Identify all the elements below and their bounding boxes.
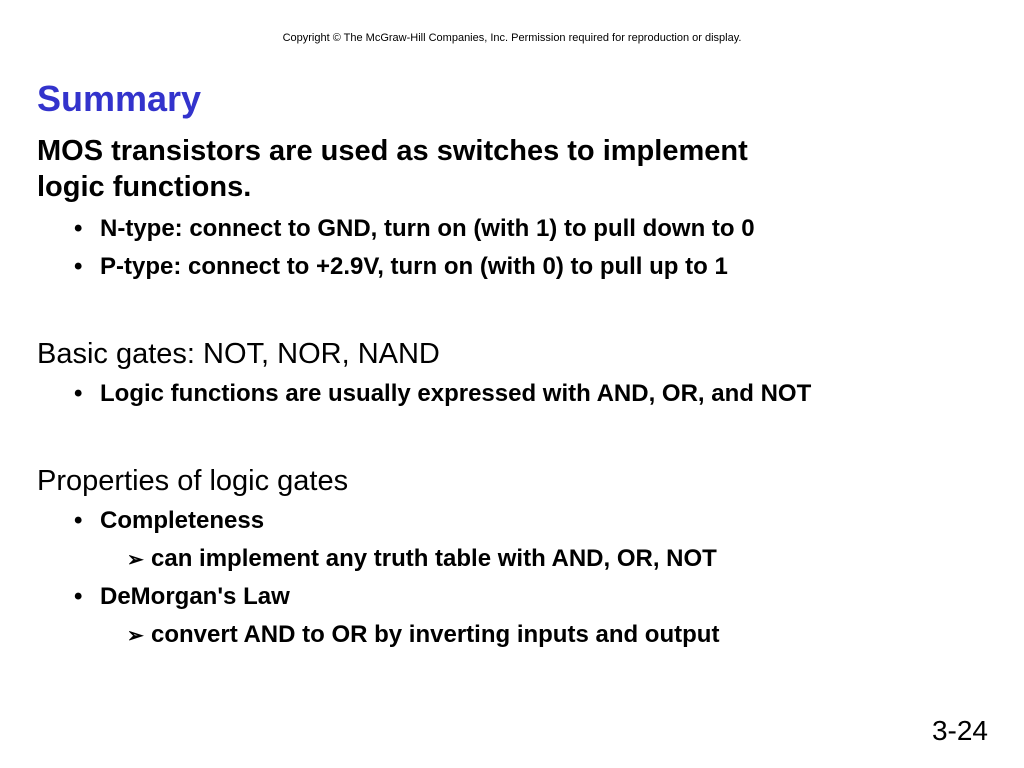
sub-bullet-demorgan	[127, 620, 719, 651]
bullet-dot-icon: •	[74, 507, 83, 534]
sub-bullet-completeness-text: can implement any truth table with AND, OR, NOT	[151, 545, 717, 572]
bullet-logic-functions	[74, 379, 811, 409]
arrowhead-bullet-icon: ➢	[127, 549, 144, 571]
bullet-completeness	[74, 506, 264, 536]
bullet-n-type-text: N-type: connect to GND, turn on (with 1) to pull down to 0	[100, 215, 755, 242]
bullet-n-type	[74, 214, 755, 244]
bullet-dot-icon: •	[74, 583, 83, 610]
heading-mos-transistors-line-1: MOS transistors are used as switches to implement	[37, 135, 748, 167]
slide-title: Summary	[37, 78, 202, 119]
heading-basic-gates: Basic gates: NOT, NOR, NAND	[37, 338, 440, 370]
arrowhead-bullet-icon: ➢	[127, 625, 144, 647]
heading-mos-transistors-line-2: logic functions.	[37, 171, 252, 203]
bullet-p-type-text: P-type: connect to +2.9V, turn on (with 0) to pull up to 1	[100, 253, 728, 280]
bullet-demorgan	[74, 582, 290, 612]
bullet-dot-icon: •	[74, 380, 83, 407]
sub-bullet-demorgan-text: convert AND to OR by inverting inputs and output	[151, 621, 720, 648]
bullet-dot-icon: •	[74, 215, 83, 242]
copyright-notice: Copyright © The McGraw-Hill Companies, Inc. Permission required for reproduction or display.	[282, 32, 742, 44]
bullet-completeness-text: Completeness	[100, 507, 265, 534]
bullet-demorgan-text: DeMorgan's Law	[100, 583, 290, 610]
bullet-logic-functions-text: Logic functions are usually expressed with AND, OR, and NOT	[100, 380, 812, 407]
bullet-dot-icon: •	[74, 253, 83, 280]
sub-bullet-completeness	[127, 544, 717, 575]
heading-properties: Properties of logic gates	[37, 465, 349, 497]
bullet-p-type	[74, 252, 728, 282]
slide-number: 3-24	[931, 715, 988, 746]
